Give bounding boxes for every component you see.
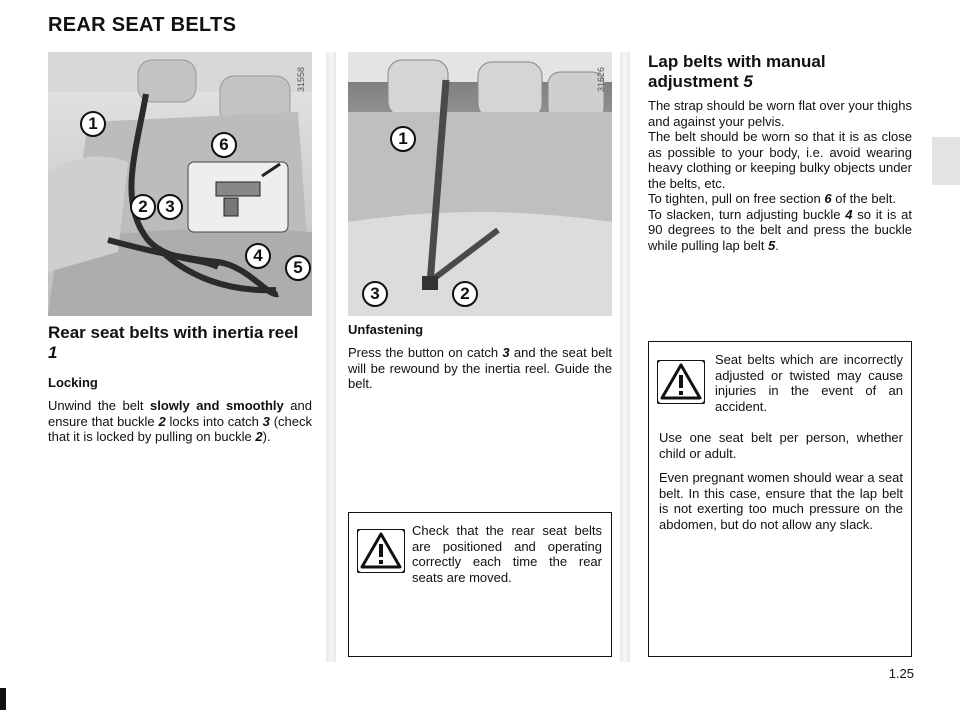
warning-triangle-icon: [657, 360, 705, 404]
heading-lap-belts: Lap belts with manual adjustment 5: [648, 52, 826, 91]
callout-3: 3: [362, 281, 388, 307]
locking-instructions: Unwind the belt slowly and smoothly and ensure that buckle 2 locks into catch 3 (check that it is locked by pulling on buckle 2).: [48, 398, 312, 444]
warning-text: Check that the rear seat belts are positioned and operating correctly each time the rear seats are moved.: [412, 523, 602, 585]
figure-rear-seat-inertia-belt: [48, 52, 312, 316]
column-gutter-left: [326, 52, 336, 662]
callout-2: 2: [130, 194, 156, 220]
section-side-tab: [932, 137, 960, 185]
subheading-unfastening: Unfastening: [348, 322, 424, 337]
warning-box-seat-belts: [648, 341, 912, 657]
warning-text-pregnant-women: Even pregnant women should wear a seat belt. In this case, ensure that the lap belt is not exerting too much pressure on the abdomen, but do not allow any slack.: [659, 470, 903, 532]
lap-belt-instructions: The strap should be worn flat over your thighs and against your pelvis. The belt should be worn so that it is as close as possible to your body, i.e. avoid wearing heavy clothing or keeping bulky objects under the belts, etc. To tighten, pull on free section 6 of the belt. To slacken, turn adjusting buckle 4 so it is at 90 degrees to the belt and press the buckle while pulling lap belt 5.: [648, 98, 912, 253]
figure-rear-bench-belt: [348, 52, 612, 316]
warning-text-one-per-person: Use one seat belt per person, whether child or adult.: [659, 430, 903, 461]
corner-marker: [0, 688, 6, 710]
warning-box-rear-seats: [348, 512, 612, 657]
callout-5: 5: [285, 255, 311, 281]
column-gutter-right: [620, 52, 630, 662]
warning-text-incorrect-adjustment: Seat belts which are incorrectly adjusted or twisted may cause injuries in the event of an accident.: [715, 352, 903, 414]
callout-4: 4: [245, 243, 271, 269]
callout-6: 6: [211, 132, 237, 158]
figure-code: 31558: [296, 66, 306, 92]
callout-3: 3: [157, 194, 183, 220]
callout-1: 1: [80, 111, 106, 137]
page-number: 1.25: [888, 666, 914, 681]
rear-bench-illustration: [348, 52, 612, 316]
page-title: REAR SEAT BELTS: [48, 14, 237, 36]
warning-triangle-icon: [357, 529, 405, 573]
rear-seat-illustration: [48, 52, 312, 316]
unfastening-instructions: Press the button on catch 3 and the seat belt will be rewound by the inertia reel. Guide the belt.: [348, 345, 612, 391]
callout-2: 2: [452, 281, 478, 307]
subheading-locking: Locking: [48, 375, 98, 390]
figure-code: 31626: [596, 66, 606, 92]
callout-1: 1: [390, 126, 416, 152]
heading-inertia-reel: Rear seat belts with inertia reel 1: [48, 323, 299, 362]
